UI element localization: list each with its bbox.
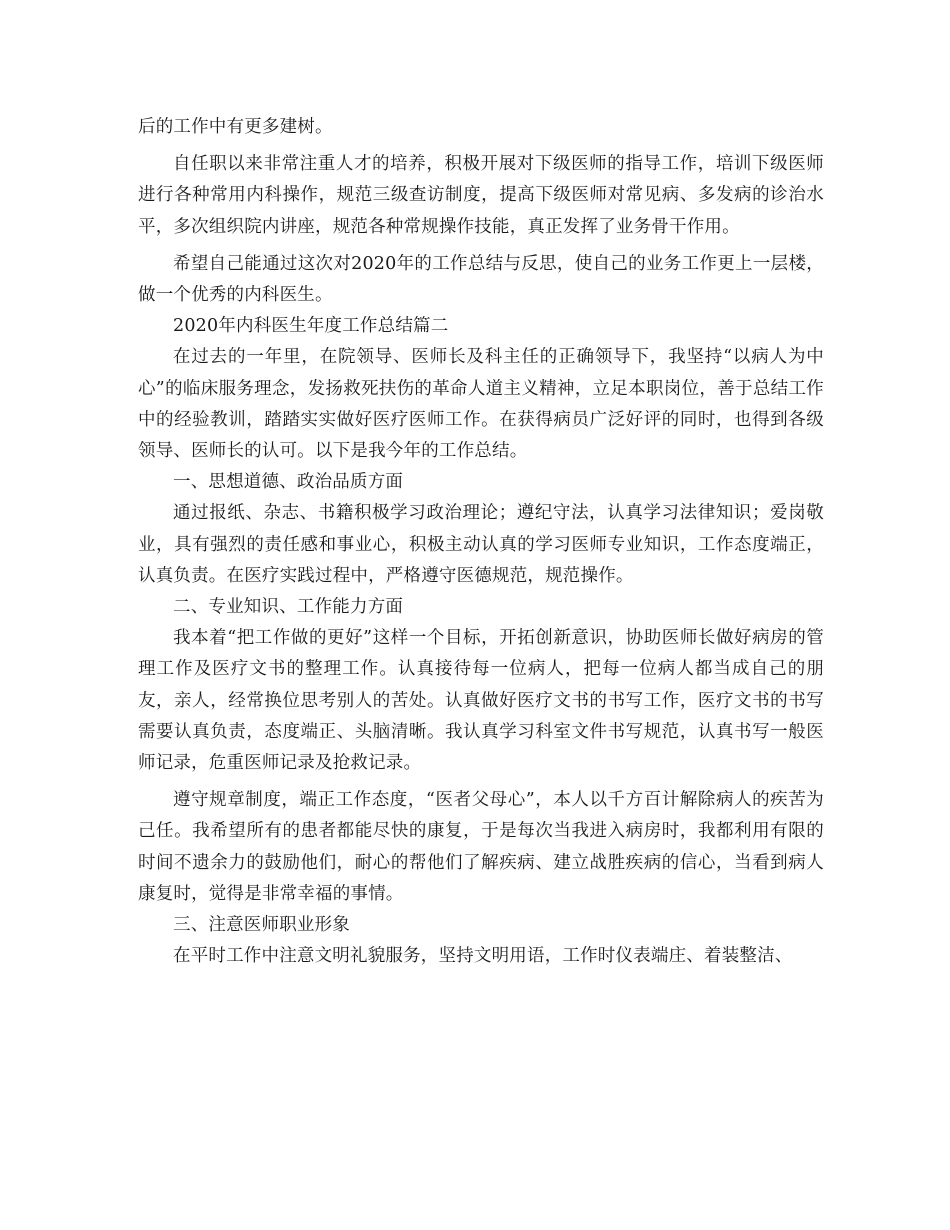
paragraph-continuation: 后的工作中有更多建树。 xyxy=(138,117,333,137)
paragraph-hope: 希望自己能通过这次对2020年的工作总结与反思，使自己的业务工作更上一层楼，做一个优秀的内科医生。 xyxy=(138,253,824,306)
paragraph-rules: 遵守规章制度，端正工作态度，“医者父母心”，本人以千方百计解除病人的疾苦为己任。我希望所有的患者都能尽快的康复，于是每次当我进入病房时，我都利用有限的时间不遗余力的鼓励他们，耐心的帮他们了解疾病、建立战胜疾病的信心，当看到病人康复时，觉得是非常幸福的事情。 xyxy=(138,790,824,904)
heading-ideology-morality: 一、思想道德、政治品质方面 xyxy=(173,472,404,493)
paragraph-do-better: 我本着“把工作做的更好”这样一个目标，开拓创新意识，协助医师长做好病房的管理工作及医疗文书的整理工作。认真接待每一位病人，把每一位病人都当成自己的朋友，亲人，经常换位思考别人的苦处。认真做好医疗文书的书写工作，医疗文书的书写需要认真负责，态度端正、头脑清晰。我认真学习科室文件书写规范，认真书写一般医师记录，危重医师记录及抢救记录。 xyxy=(138,628,824,774)
paragraph-past-year: 在过去的一年里，在院领导、医师长及科主任的正确领导下，我坚持“以病人为中心”的临床服务理念，发扬救死扶伤的革命人道主义精神，立足本职岗位，善于总结工作中的经验教训，踏踏实实做好医疗医师工作。在获得病员广泛好评的同时，也得到各级领导、医师长的认可。以下是我今年的工作总结。 xyxy=(138,347,824,462)
heading-professional-knowledge: 二、专业知识、工作能力方面 xyxy=(173,597,404,618)
paragraph-talent-training: 自任职以来非常注重人才的培养，积极开展对下级医师的指导工作，培训下级医师进行各种常用内科操作，规范三级查访制度，提高下级医师对常见病、多发病的诊治水平，多次组织院内讲座，规范各种常规操作技能，真正发挥了业务骨干作用。 xyxy=(138,154,824,237)
document-body xyxy=(138,112,824,972)
paragraph-study-politics: 通过报纸、杂志、书籍积极学习政治理论；遵纪守法，认真学习法律知识；爱岗敬业，具有强烈的责任感和事业心，积极主动认真的学习医师专业知识，工作态度端正，认真负责。在医疗实践过程中，严格遵守医德规范，规范操作。 xyxy=(138,503,824,586)
paragraph-civility: 在平时工作中注意文明礼貌服务，坚持文明用语，工作时仪表端庄、着装整洁、 xyxy=(173,946,793,967)
heading-professional-image: 三、注意医师职业形象 xyxy=(173,915,350,936)
section-title-part-two: 2020年内科医生年度工作总结篇二 xyxy=(173,316,449,337)
